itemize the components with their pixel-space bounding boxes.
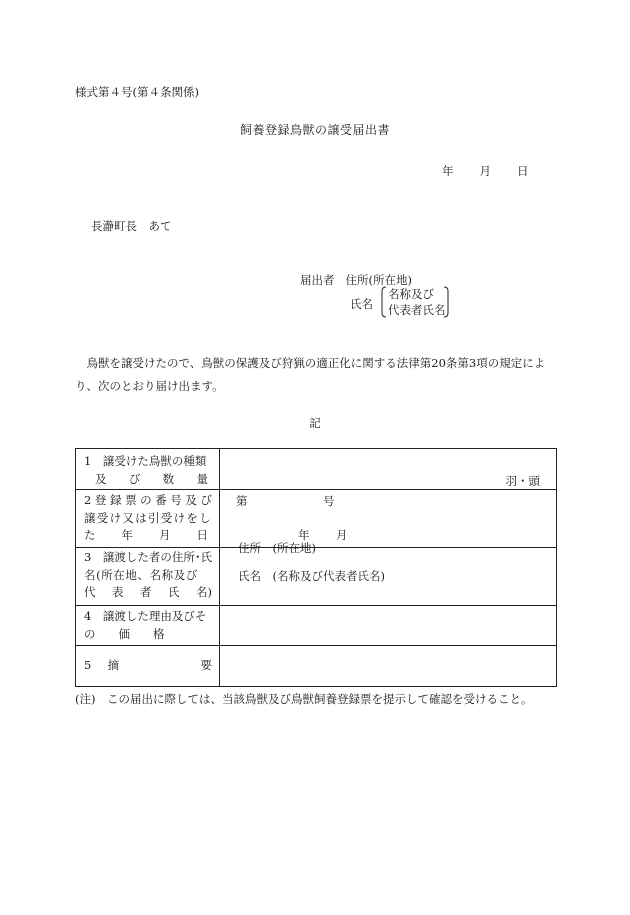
species-label-line1: 1 譲受けた鳥獣の種類: [84, 454, 207, 468]
label-cell-remarks: [76, 645, 220, 686]
value-cell-reason: [220, 605, 556, 645]
transferor-label-line1: 3 譲渡した者の住所･氏: [84, 550, 213, 564]
form-number: 様式第４号(第４条関係): [75, 85, 199, 99]
date-day: 日: [517, 164, 529, 178]
registration-label-line1: 2 登 録 票 の 番 号 及 び: [84, 493, 212, 507]
label-cell-registration: [76, 489, 220, 547]
value-cell-transferor: [220, 541, 556, 605]
label-cell-transferor: [76, 547, 220, 605]
number-prefix: 第: [236, 494, 248, 508]
transferor-address: 住所 (所在地): [238, 541, 316, 555]
remarks-label: 5 摘 要: [84, 658, 212, 672]
date-year: 年: [442, 164, 454, 178]
ki-heading: 記: [309, 416, 321, 430]
number-suffix: 号: [323, 494, 335, 508]
transferor-label-line3: 代 表 者 氏 名): [84, 585, 212, 599]
applicant-name-bracket: [381, 286, 449, 318]
transferor-label-line2: 名(所在地、名称及び: [84, 567, 198, 582]
value-cell-remarks: [220, 645, 556, 686]
document-title: 飼養登録鳥獣の譲受届出書: [239, 123, 390, 137]
bracket-line-2: 代表者氏名: [388, 303, 446, 317]
transferor-name: 氏名 (名称及び代表者氏名): [238, 569, 385, 583]
registration-label-line2: 譲受け又は引受けをし: [84, 510, 212, 525]
footnote: (注) この届出に際しては、当該鳥獣及び鳥獣飼養登録票を提示して確認を受けること。: [75, 692, 533, 706]
registration-label-line3: た 年 月 日: [84, 528, 208, 542]
label-cell-species: [76, 449, 220, 489]
form-table: [75, 448, 557, 687]
table-row-registration: [76, 489, 556, 548]
table-row-transferor: [76, 541, 556, 606]
value-cell-species: [220, 449, 556, 489]
unit-label: 羽・頭: [505, 474, 540, 488]
reason-label-line1: 4 譲渡した理由及びそ: [84, 609, 207, 623]
applicant-address-label: 住所(所在地): [345, 273, 412, 287]
applicant-name-label: 氏名: [350, 297, 373, 311]
bracket-line-1: 名称及び: [388, 287, 434, 301]
species-label-line2: 及 び 数 量: [95, 471, 208, 486]
value-cell-registration: [220, 489, 556, 547]
table-row-reason: [76, 605, 556, 646]
table-row-remarks: [76, 645, 556, 686]
reason-label-line2: の 価 格: [84, 626, 165, 641]
date-month-field: 月: [336, 528, 348, 542]
date-year-field: 年: [298, 528, 310, 542]
body-text: 鳥獣を譲受けたので、鳥獣の保護及び狩猟の適正化に関する法律第20条第3項の規定により、次のとおり届け出ます。: [75, 356, 546, 393]
table-row-species: [76, 449, 556, 490]
date-month: 月: [479, 164, 491, 178]
label-cell-reason: [76, 605, 220, 645]
applicant-label: 届出者: [300, 273, 335, 287]
date-line: [442, 163, 529, 179]
addressee: 長瀞町長 あて: [91, 219, 172, 233]
